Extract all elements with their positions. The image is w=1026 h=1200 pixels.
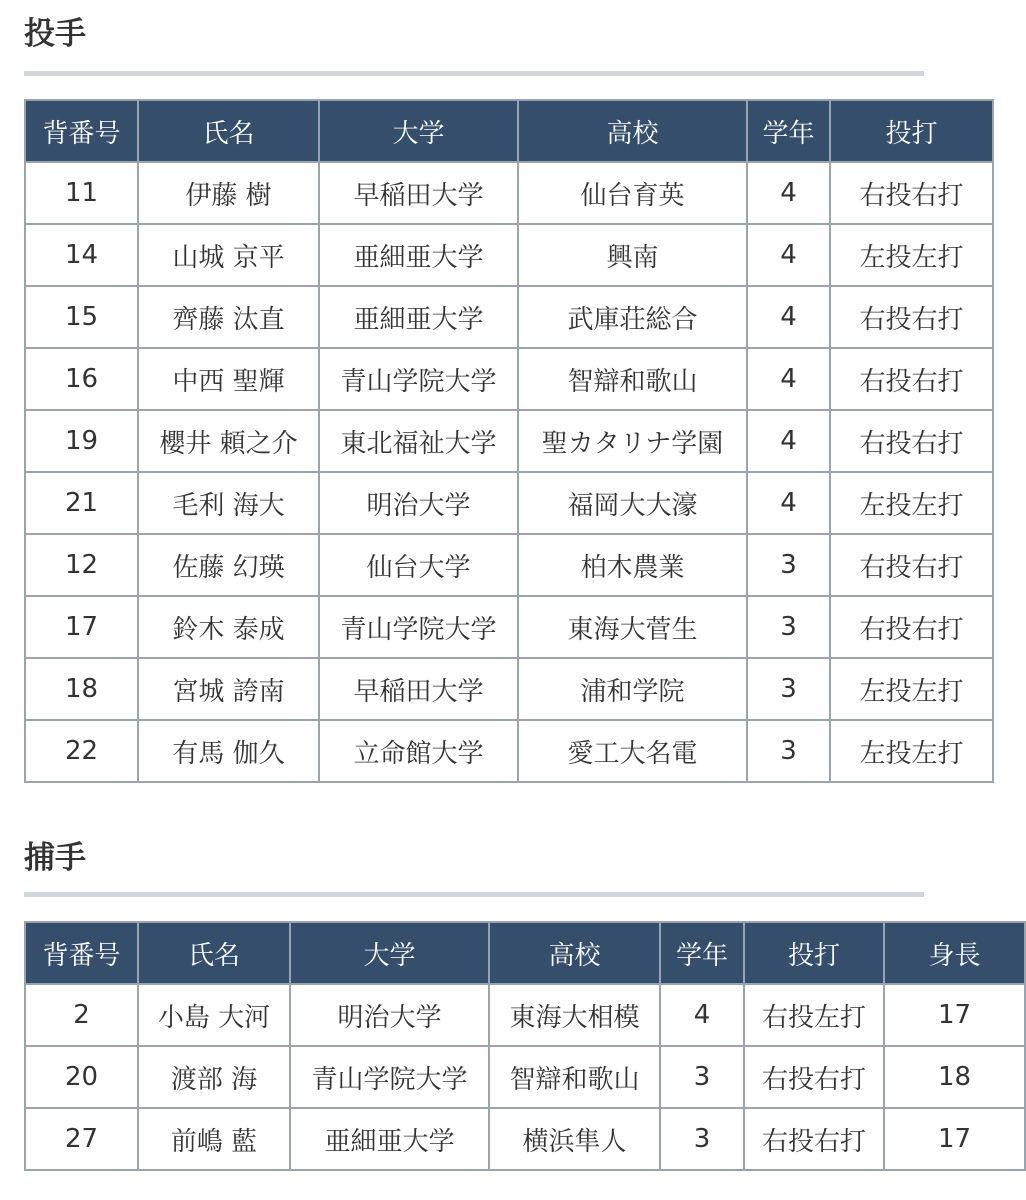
table-cell: 東海大菅生 [518, 596, 747, 658]
column-header: 身長 [884, 922, 1025, 984]
table-cell: 右投右打 [830, 286, 993, 348]
table-cell: 20 [25, 1046, 138, 1108]
table-cell: 17 [884, 1108, 1025, 1170]
column-header: 氏名 [138, 100, 319, 162]
table-cell: 左投左打 [830, 720, 993, 782]
table-cell: 右投右打 [830, 534, 993, 596]
column-header: 背番号 [25, 922, 138, 984]
table-row [25, 658, 993, 720]
table-cell: 有馬 伽久 [138, 720, 319, 782]
table-cell: 17 [25, 596, 138, 658]
table-cell: 2 [25, 984, 138, 1046]
table-cell: 16 [25, 348, 138, 410]
table-row [25, 348, 993, 410]
table-cell: 4 [660, 984, 744, 1046]
table-cell: 亜細亜大学 [319, 224, 518, 286]
table-cell: 仙台育英 [518, 162, 747, 224]
table-cell: 4 [747, 286, 830, 348]
table-cell: 左投左打 [830, 658, 993, 720]
table-cell: 明治大学 [290, 984, 489, 1046]
table-header-row [25, 922, 1025, 984]
table-cell: 浦和学院 [518, 658, 747, 720]
column-header: 学年 [660, 922, 744, 984]
table-cell: 明治大学 [319, 472, 518, 534]
table-cell: 伊藤 樹 [138, 162, 319, 224]
column-header: 高校 [518, 100, 747, 162]
table-cell: 武庫荘総合 [518, 286, 747, 348]
table-cell: 智辯和歌山 [518, 348, 747, 410]
table-row [25, 162, 993, 224]
table-cell: 智辯和歌山 [489, 1046, 660, 1108]
table-cell: 渡部 海 [138, 1046, 290, 1108]
table-cell: 右投右打 [830, 162, 993, 224]
table-cell: 3 [747, 596, 830, 658]
table-cell: 亜細亜大学 [290, 1108, 489, 1170]
table-cell: 14 [25, 224, 138, 286]
table-cell: 毛利 海大 [138, 472, 319, 534]
table-cell: 青山学院大学 [319, 596, 518, 658]
table-cell: 右投右打 [830, 596, 993, 658]
table-row [25, 472, 993, 534]
table-cell: 愛工大名電 [518, 720, 747, 782]
table-cell: 東海大相模 [489, 984, 660, 1046]
table-cell: 4 [747, 472, 830, 534]
table-cell: 3 [660, 1046, 744, 1108]
table-row [25, 720, 993, 782]
table-row [25, 596, 993, 658]
table-row [25, 1108, 1025, 1170]
table-cell: 早稲田大学 [319, 162, 518, 224]
table-row [25, 286, 993, 348]
column-header: 高校 [489, 922, 660, 984]
table-cell: 小島 大河 [138, 984, 290, 1046]
catchers-table [24, 921, 1026, 1171]
table-cell: 3 [660, 1108, 744, 1170]
column-header: 投打 [830, 100, 993, 162]
table-cell: 福岡大大濠 [518, 472, 747, 534]
column-header: 背番号 [25, 100, 138, 162]
table-cell: 山城 京平 [138, 224, 319, 286]
table-cell: 齊藤 汰直 [138, 286, 319, 348]
table-cell: 青山学院大学 [290, 1046, 489, 1108]
table-row [25, 1046, 1025, 1108]
column-header: 大学 [319, 100, 518, 162]
table-cell: 12 [25, 534, 138, 596]
table-cell: 4 [747, 348, 830, 410]
section-title-pitchers: 投手 [24, 16, 86, 52]
table-cell: 中西 聖輝 [138, 348, 319, 410]
table-cell: 4 [747, 224, 830, 286]
table-cell: 東北福祉大学 [319, 410, 518, 472]
table-cell: 左投左打 [830, 472, 993, 534]
pitchers-table [24, 99, 994, 783]
table-row [25, 224, 993, 286]
table-cell: 右投左打 [744, 984, 884, 1046]
table-cell: 3 [747, 720, 830, 782]
table-cell: 22 [25, 720, 138, 782]
table-cell: 3 [747, 534, 830, 596]
table-cell: 右投右打 [830, 348, 993, 410]
table-cell: 佐藤 幻瑛 [138, 534, 319, 596]
table-cell: 鈴木 泰成 [138, 596, 319, 658]
table-cell: 亜細亜大学 [319, 286, 518, 348]
table-cell: 15 [25, 286, 138, 348]
column-header: 氏名 [138, 922, 290, 984]
column-header: 大学 [290, 922, 489, 984]
table-cell: 右投右打 [830, 410, 993, 472]
table-cell: 右投右打 [744, 1108, 884, 1170]
section-divider [24, 892, 924, 897]
table-cell: 17 [884, 984, 1025, 1046]
table-cell: 左投左打 [830, 224, 993, 286]
table-cell: 右投右打 [744, 1046, 884, 1108]
table-cell: 19 [25, 410, 138, 472]
table-cell: 4 [747, 162, 830, 224]
table-row [25, 984, 1025, 1046]
table-cell: 興南 [518, 224, 747, 286]
table-cell: 3 [747, 658, 830, 720]
column-header: 学年 [747, 100, 830, 162]
section-divider [24, 71, 924, 76]
column-header: 投打 [744, 922, 884, 984]
table-cell: 立命館大学 [319, 720, 518, 782]
table-cell: 仙台大学 [319, 534, 518, 596]
table-cell: 18 [25, 658, 138, 720]
catchers-table-container[interactable] [24, 921, 981, 1171]
pitchers-table-container[interactable] [24, 99, 964, 783]
table-cell: 柏木農業 [518, 534, 747, 596]
table-row [25, 534, 993, 596]
table-cell: 11 [25, 162, 138, 224]
table-cell: 18 [884, 1046, 1025, 1108]
table-cell: 櫻井 頼之介 [138, 410, 319, 472]
table-cell: 早稲田大学 [319, 658, 518, 720]
table-cell: 青山学院大学 [319, 348, 518, 410]
table-cell: 宮城 誇南 [138, 658, 319, 720]
table-row [25, 410, 993, 472]
table-cell: 横浜隼人 [489, 1108, 660, 1170]
table-cell: 27 [25, 1108, 138, 1170]
table-header-row [25, 100, 993, 162]
table-cell: 前嶋 藍 [138, 1108, 290, 1170]
table-cell: 21 [25, 472, 138, 534]
section-title-catchers: 捕手 [24, 840, 86, 876]
table-cell: 聖カタリナ学園 [518, 410, 747, 472]
table-cell: 4 [747, 410, 830, 472]
